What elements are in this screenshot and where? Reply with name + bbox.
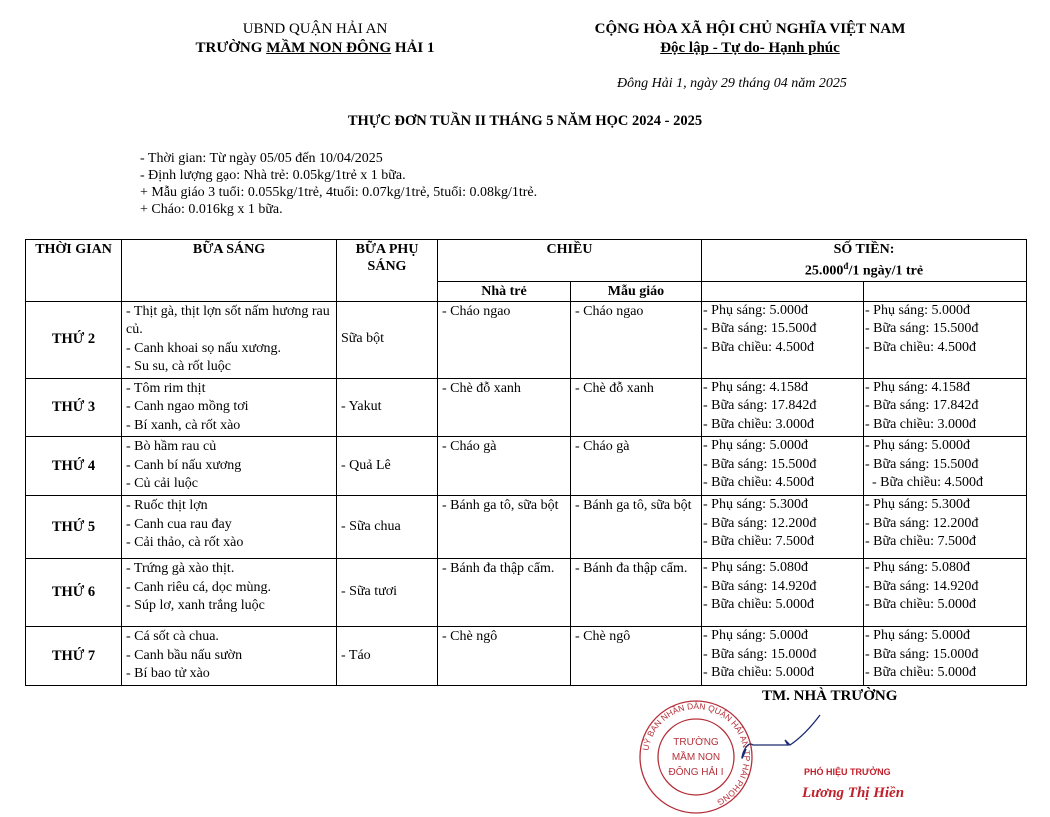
table-row: [26, 559, 1027, 627]
line: - Canh riêu cá, dọc mùng.: [126, 579, 272, 595]
district-name: UBND QUẬN HẢI AN: [242, 21, 388, 37]
nursery-cell: - Cháo ngao: [438, 301, 571, 378]
signature-heading: TM. NHÀ TRƯỜNG: [762, 688, 898, 704]
national-header: [555, 20, 945, 58]
kindergarten-cell: - Cháo ngao: [571, 301, 702, 378]
line: - Bữa sáng: 15.500đ: [865, 321, 979, 337]
nursery-cell: - Cháo gà: [438, 437, 571, 496]
line: - Bí bao tử xào: [126, 666, 210, 682]
breakfast-cell: [122, 627, 337, 686]
line: - Su su, cà rốt luộc: [126, 359, 231, 375]
line: - Bữa chiều: 5.000đ: [703, 597, 815, 613]
line: - Ruốc thịt lợn: [126, 498, 208, 514]
nursery-cell: - Chè đỗ xanh: [438, 378, 571, 437]
nursery-cell: - Bánh ga tô, sữa bột: [438, 496, 571, 559]
header-nursery: Nhà trẻ: [438, 281, 571, 301]
line: - Súp lơ, xanh trắng luộc: [126, 598, 265, 614]
kindergarten-cell: - Bánh đa thập cẩm.: [571, 559, 702, 627]
day-cell: THỨ 7: [26, 627, 122, 686]
line: - Phụ sáng: 5.000đ: [865, 302, 970, 318]
line: - Bữa chiều: 5.000đ: [703, 665, 815, 681]
day-cell: THỨ 3: [26, 378, 122, 437]
table-row: [26, 627, 1027, 686]
header-afternoon: CHIỀU: [438, 240, 702, 282]
line: - Phụ sáng: 4.158đ: [865, 379, 970, 395]
header-snack: BỮA PHỤ SÁNG: [337, 240, 438, 302]
header-cost: SỐ TIỀN: $25.000^đ/1$ ngày/1 trẻ: [702, 240, 1027, 282]
line: - Phụ sáng: 5.000đ: [865, 438, 970, 454]
day-cell: THỨ 5: [26, 496, 122, 559]
line: - Trứng gà xào thịt.: [126, 561, 235, 577]
line: - Bữa sáng: 12.200đ: [703, 515, 817, 531]
line: - Phụ sáng: 5.000đ: [703, 628, 808, 644]
day-cell: THỨ 6: [26, 559, 122, 627]
kindergarten-cell: - Chè ngô: [571, 627, 702, 686]
line: - Bữa sáng: 14.920đ: [865, 578, 979, 594]
cost-nursery-cell: [702, 301, 864, 378]
line: - Canh ngao mồng tơi: [126, 399, 249, 415]
day-cell: THỨ 4: [26, 437, 122, 496]
school-name: TRƯỜNG MẦM NON ĐÔNG HẢI 1: [195, 40, 435, 56]
line: - Bữa chiều: 4.500đ: [703, 475, 815, 491]
kindergarten-cell: - Cháo gà: [571, 437, 702, 496]
header-time: THỜI GIAN: [26, 240, 122, 302]
line: - Phụ sáng: 5.000đ: [703, 438, 808, 454]
svg-text:UỶ BAN NHÂN DÂN QUẬN HẢI AN TP: UỶ BAN NHÂN DÂN QUẬN HẢI AN TP HẢI PHÒNG: [640, 700, 753, 808]
line: - Phụ sáng: 5.000đ: [865, 628, 970, 644]
line: - Bữa sáng: 12.200đ: [865, 515, 979, 531]
line: - Bữa sáng: 17.842đ: [703, 398, 817, 414]
line: - Củ cải luộc: [126, 476, 198, 492]
line: - Phụ sáng: 5.000đ: [703, 302, 808, 318]
day-cell: THỨ 2: [26, 301, 122, 378]
svg-text:Lương Thị Hiền: Lương Thị Hiền: [802, 785, 905, 801]
line: - Phụ sáng: 5.080đ: [865, 560, 970, 576]
snack-cell: - Quả Lê: [337, 437, 438, 496]
cost-nursery-cell: [702, 378, 864, 437]
cost-kindergarten-cell: [864, 496, 1027, 559]
cost-nursery-cell: [702, 496, 864, 559]
national-title: CỘNG HÒA XÃ HỘI CHỦ NGHĨA VIỆT NAM: [594, 21, 906, 37]
line: - Tôm rim thịt: [126, 380, 206, 396]
line: - Bữa chiều: 7.500đ: [703, 534, 815, 550]
cost-nursery-cell: [702, 559, 864, 627]
svg-text:PHÓ HIỆU TRƯỞNG: PHÓ HIỆU TRƯỞNG: [804, 767, 891, 777]
line: - Phụ sáng: 5.080đ: [703, 560, 808, 576]
line: - Bữa chiều: 7.500đ: [865, 534, 977, 550]
breakfast-cell: [122, 301, 337, 378]
table-row: [26, 378, 1027, 437]
info-line: + Cháo: 0.016kg x 1 bữa.: [140, 202, 283, 217]
line: - Phụ sáng: 4.158đ: [703, 379, 808, 395]
line: - Bí xanh, cà rốt xào: [126, 417, 241, 433]
breakfast-cell: [122, 496, 337, 559]
info-line: + Mẫu giáo 3 tuổi: 0.055kg/1trẻ, 4tuổi: 0.07kg/1trẻ, 5tuổi: 0.08kg/1trẻ.: [140, 185, 538, 200]
line: - Phụ sáng: 5.300đ: [865, 497, 970, 513]
line: - Bữa sáng: 15.000đ: [703, 646, 817, 662]
document-date: Đông Hải 1, ngày 29 tháng 04 năm 2025: [617, 76, 847, 91]
menu-table: [25, 239, 1027, 686]
menu-info: [140, 150, 537, 218]
line: - Bữa chiều: 4.500đ: [703, 339, 815, 355]
line: - Canh cua rau đay: [126, 516, 232, 532]
line: - Bữa chiều: 3.000đ: [703, 416, 815, 432]
line: - Canh bí nấu xương: [126, 457, 242, 473]
cost-kindergarten-cell: [864, 437, 1027, 496]
cost-nursery-cell: [702, 627, 864, 686]
cost-kindergarten-cell: [864, 627, 1027, 686]
breakfast-cell: [122, 437, 337, 496]
snack-cell: - Yakut: [337, 378, 438, 437]
line: - Bữa chiều: 3.000đ: [865, 416, 977, 432]
snack-cell: - Sữa tươi: [337, 559, 438, 627]
line: - Bữa chiều: 5.000đ: [865, 597, 977, 613]
line: - Canh khoai sọ nấu xương.: [126, 340, 281, 356]
agency-header: [170, 20, 460, 58]
breakfast-cell: [122, 559, 337, 627]
cost-kindergarten-cell: [864, 378, 1027, 437]
table-row: [26, 437, 1027, 496]
table-row: [26, 301, 1027, 378]
line: - Bữa sáng: 14.920đ: [703, 578, 817, 594]
line: - Bữa sáng: 15.500đ: [703, 456, 817, 472]
svg-text:ĐÔNG HẢI I: ĐÔNG HẢI I: [668, 767, 724, 778]
line: - Bữa sáng: 15.000đ: [865, 646, 979, 662]
cost-kindergarten-cell: [864, 559, 1027, 627]
header-breakfast: BỮA SÁNG: [122, 240, 337, 302]
breakfast-cell: [122, 378, 337, 437]
line: - Thịt gà, thịt lợn sốt nấm hương rau củ.: [126, 303, 330, 338]
svg-text:TRƯỜNG: TRƯỜNG: [673, 737, 719, 748]
info-line: - Định lượng gạo: Nhà trẻ: 0.05kg/1trẻ x 1 bữa.: [140, 168, 406, 183]
line: - Bữa sáng: 17.842đ: [865, 398, 979, 414]
cost-nursery-cell: [702, 437, 864, 496]
line: - Cải thảo, cà rốt xào: [126, 535, 244, 551]
snack-cell: Sữa bột: [337, 301, 438, 378]
cost-kindergarten-cell: [864, 301, 1027, 378]
line: - Bữa chiều: 5.000đ: [865, 665, 977, 681]
kindergarten-cell: - Chè đỗ xanh: [571, 378, 702, 437]
nursery-cell: - Bánh đa thập cẩm.: [438, 559, 571, 627]
official-stamp-signature: [636, 697, 926, 817]
snack-cell: - Táo: [337, 627, 438, 686]
snack-cell: - Sữa chua: [337, 496, 438, 559]
line: - Canh bầu nấu sườn: [126, 647, 243, 663]
national-motto: Độc lập - Tự do- Hạnh phúc: [660, 40, 840, 56]
kindergarten-cell: - Bánh ga tô, sữa bột: [571, 496, 702, 559]
header-kindergarten: Mẫu giáo: [571, 281, 702, 301]
svg-text:MẦM NON: MẦM NON: [671, 752, 721, 763]
line: - Cá sốt cà chua.: [126, 629, 219, 645]
line: - Bữa chiều: 4.500đ: [865, 475, 984, 491]
page-title: THỰC ĐƠN TUẦN II THÁNG 5 NĂM HỌC 2024 - 2025: [347, 113, 703, 129]
line: - Bữa sáng: 15.500đ: [865, 456, 979, 472]
line: - Bò hầm rau củ: [126, 439, 217, 455]
line: - Bữa chiều: 4.500đ: [865, 339, 977, 355]
line: - Bữa sáng: 15.500đ: [703, 321, 817, 337]
line: - Phụ sáng: 5.300đ: [703, 497, 808, 513]
nursery-cell: - Chè ngô: [438, 627, 571, 686]
table-row: [26, 496, 1027, 559]
info-line: - Thời gian: Từ ngày 05/05 đến 10/04/2025: [140, 151, 383, 166]
